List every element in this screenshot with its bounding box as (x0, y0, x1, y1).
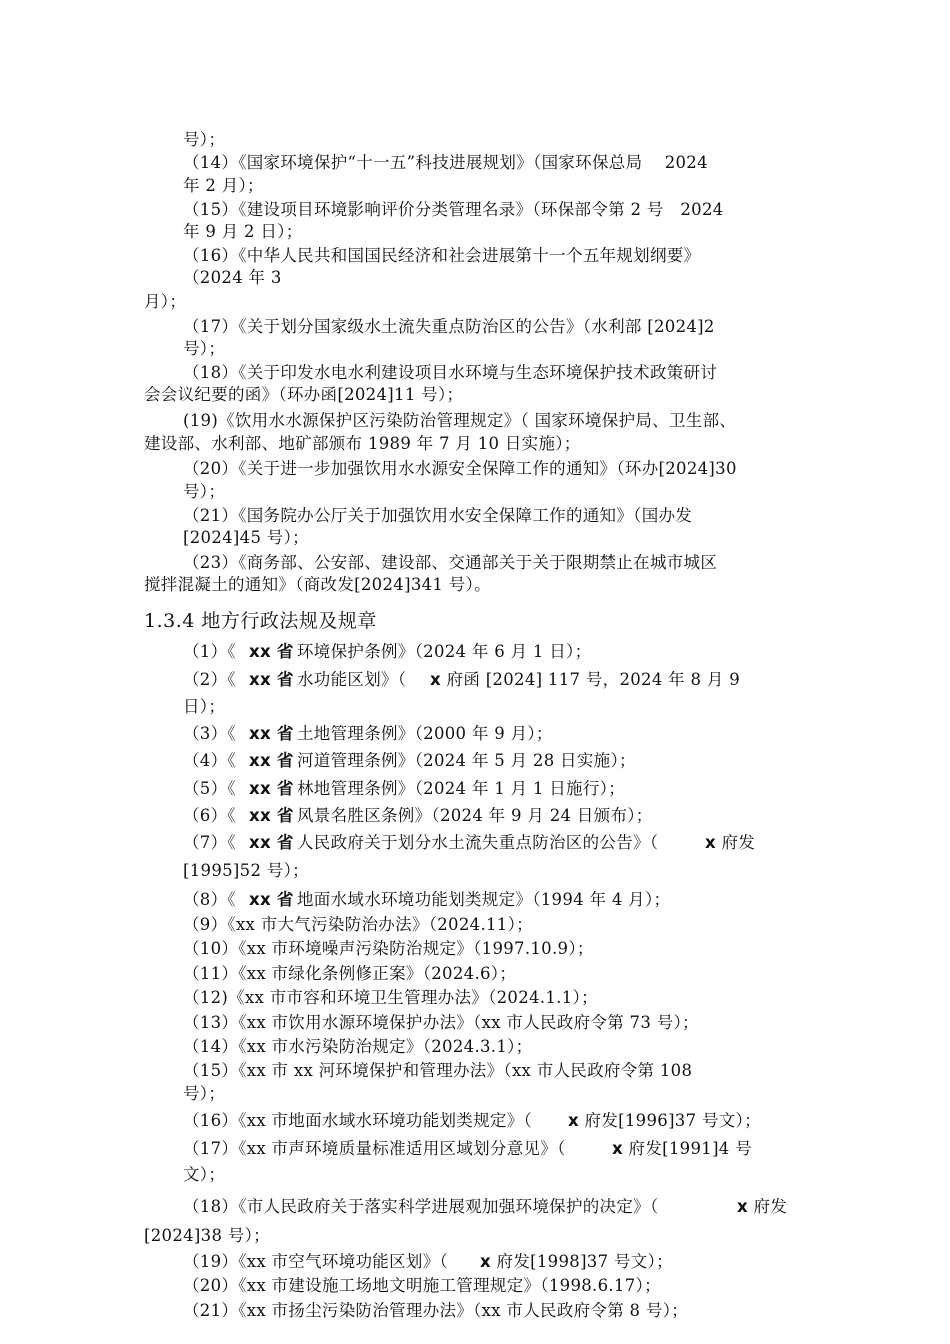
text-line (0, 1299, 950, 1323)
text-line (0, 526, 950, 550)
section-heading (0, 609, 950, 633)
text-segment: （7）《 (183, 833, 236, 852)
text-segment: 年 2 月）； (183, 176, 264, 195)
text-line (0, 668, 950, 692)
text-segment: 风景名胜区条例》（2024 年 9 月 24 日颁布）； (297, 806, 653, 825)
text-line (0, 695, 950, 719)
text-segment: （4）《 (183, 751, 236, 770)
text-line (0, 244, 950, 268)
text-line (0, 409, 950, 433)
text-segment: 年 9 月 2 日）； (183, 222, 303, 241)
text-line (0, 1274, 950, 1298)
text-segment: x (568, 1111, 579, 1130)
text-line (0, 174, 950, 198)
text-segment: xx 省 (249, 670, 294, 689)
text-segment: （23）《商务部、公安部、建设部、交通部关于关于限期禁止在城市城区 (183, 553, 718, 572)
text-segment: 人民政府关于划分水土流失重点防治区的公告》（ (297, 833, 659, 852)
text-segment: （10）《xx 市环境噪声污染防治规定》（1997.10.9）； (183, 939, 594, 958)
text-line (0, 361, 950, 385)
text-line (0, 640, 950, 664)
text-segment: xx 省 (249, 779, 294, 798)
text-line (0, 804, 950, 828)
text-segment: xx 省 (249, 833, 294, 852)
text-segment: 林地管理条例》（2024 年 1 月 1 日施行）； (297, 779, 626, 798)
text-segment: （2）《 (183, 670, 236, 689)
text-line (0, 777, 950, 801)
text-segment: （15）《建设项目环境影响评价分类管理名录》（环保部令第 2 号 2024 (183, 200, 724, 219)
text-segment: 1.3.4 地方行政法规及规章 (144, 610, 377, 632)
text-segment: xx 省 (249, 724, 294, 743)
text-segment: （20）《关于进一步加强饮用水水源安全保障工作的通知》（环办[2024]30 (183, 459, 737, 478)
text-segment: 文）； (183, 1165, 226, 1184)
text-line (0, 504, 950, 528)
text-segment: 月）； (144, 292, 187, 311)
text-segment: （18）《关于印发水电水利建设项目水环境与生态环境保护技术政策研讨 (183, 363, 718, 382)
text-segment: （6）《 (183, 806, 236, 825)
text-segment: 日）； (183, 697, 226, 716)
text-segment: 水功能区划》（ (297, 670, 407, 689)
text-line (0, 1137, 950, 1161)
text-segment: （16）《中华人民共和国国民经济和社会进展第十一个五年规划纲要》 (183, 246, 701, 265)
text-line (0, 457, 950, 481)
text-segment: （19）《xx 市空气环境功能区划》（ (183, 1252, 449, 1271)
text-segment: 河道管理条例》（2024 年 5 月 28 日实施）； (297, 751, 636, 770)
text-segment: xx 省 (249, 642, 294, 661)
text-segment: 府函 [2024] 117 号，2024 年 8 月 9 (441, 670, 741, 689)
text-segment: （5）《 (183, 779, 236, 798)
text-segment: 号）； (183, 482, 226, 501)
text-segment: 号）； (183, 1084, 226, 1103)
text-segment: 会会议纪要的函》（环办函[2024]11 号）； (144, 385, 464, 404)
text-line (0, 198, 950, 222)
text-line (0, 831, 950, 855)
text-segment: 土地管理条例》（2000 年 9 月）； (297, 724, 553, 743)
text-segment: 府发[1996]37 号文）； (579, 1111, 761, 1130)
text-line (0, 151, 950, 175)
text-segment: x (430, 670, 441, 689)
text-segment: （15）《xx 市 xx 河环境保护和管理办法》（xx 市人民政府令第 108 (183, 1061, 693, 1080)
text-line (0, 1011, 950, 1035)
text-line (0, 859, 950, 883)
text-line (0, 220, 950, 244)
text-segment: [1995]52 号）； (183, 861, 309, 880)
text-segment: xx 省 (249, 806, 294, 825)
text-segment: （3）《 (183, 724, 236, 743)
text-segment: （14）《国家环境保护“十一五”科技进展规划》（国家环保总局 2024 (183, 153, 708, 172)
text-line (0, 1250, 950, 1274)
text-line (0, 722, 950, 746)
text-line (0, 1059, 950, 1083)
text-segment: （12)《xx 市市容和环境卫生管理办法》（2024.1.1）； (183, 988, 598, 1007)
text-line (0, 1224, 950, 1248)
text-segment: x (737, 1197, 748, 1216)
text-line (0, 480, 950, 504)
text-line (0, 749, 950, 773)
text-segment: 府发 (716, 833, 756, 852)
text-segment: (19)《饮用水水源保护区污染防治管理规定》（ 国家环境保护局、卫生部、 (183, 411, 737, 430)
text-segment: （17）《xx 市声环境质量标准适用区域划分意见》（ (183, 1139, 566, 1158)
text-segment: （16）《xx 市地面水域水环境功能划类规定》（ (183, 1111, 533, 1130)
text-segment: （2024 年 3 (183, 268, 282, 287)
text-line (0, 315, 950, 339)
text-line (0, 888, 950, 912)
text-line (0, 962, 950, 986)
text-line (0, 1109, 950, 1133)
text-segment: 建设部、水利部、地矿部颁布 1989 年 7 月 10 日实施）； (144, 434, 581, 453)
text-segment: 府发[1991]4 号 (623, 1139, 752, 1158)
text-segment: （18）《市人民政府关于落实科学进展观加强环境保护的决定》（ (183, 1197, 659, 1216)
text-segment: 府发[1998]37 号文）； (491, 1252, 673, 1271)
text-segment: [2024]38 号）； (144, 1226, 270, 1245)
text-segment: 环境保护条例》（2024 年 6 月 1 日）； (297, 642, 592, 661)
text-segment: x (612, 1139, 623, 1158)
text-segment: x (480, 1252, 491, 1271)
text-segment: （13）《xx 市饮用水源环境保护办法》（xx 市人民政府令第 73 号）； (183, 1013, 699, 1032)
text-segment: （14）《xx 市水污染防治规定》（2024.3.1）； (183, 1037, 533, 1056)
text-line (0, 128, 950, 152)
text-line (0, 1163, 950, 1187)
text-segment: 地面水域水环境功能划类规定》（1994 年 4 月）； (297, 890, 671, 909)
text-segment: （21）《xx 市扬尘污染防治管理办法》（xx 市人民政府令第 8 号）； (183, 1301, 689, 1320)
text-line (0, 432, 950, 456)
text-segment: （17）《关于划分国家级水土流失重点防治区的公告》（水利部 [2024]2 (183, 317, 715, 336)
text-segment: [2024]45 号）； (183, 528, 309, 547)
text-segment: 府发 (748, 1197, 788, 1216)
text-segment: （11）《xx 市绿化条例修正案》（2024.6）； (183, 964, 517, 983)
text-segment: 号）； (183, 339, 226, 358)
text-segment: （20）《xx 市建设施工场地文明施工管理规定》（1998.6.17）； (183, 1276, 661, 1295)
text-segment: 搅拌混凝土的通知》（商改发[2024]341 号）。 (144, 575, 491, 594)
text-segment: 号）； (183, 130, 226, 149)
text-segment: xx 省 (249, 890, 294, 909)
text-segment: （1）《 (183, 642, 236, 661)
text-line (0, 266, 950, 290)
text-line (0, 1195, 950, 1219)
text-line (0, 937, 950, 961)
text-segment: xx 省 (249, 751, 294, 770)
text-segment: x (705, 833, 716, 852)
text-line (0, 337, 950, 361)
text-line (0, 573, 950, 597)
text-line (0, 1082, 950, 1106)
text-segment: （21）《国务院办公厅关于加强饮用水安全保障工作的通知》（国办发 (183, 506, 693, 525)
text-line (0, 290, 950, 314)
text-line (0, 383, 950, 407)
text-line (0, 551, 950, 575)
text-line (0, 1035, 950, 1059)
text-segment: （9）《xx 市大气污染防治办法》（2024.11）； (183, 915, 533, 934)
text-segment: （8）《 (183, 890, 236, 909)
text-line (0, 986, 950, 1010)
text-line (0, 913, 950, 937)
